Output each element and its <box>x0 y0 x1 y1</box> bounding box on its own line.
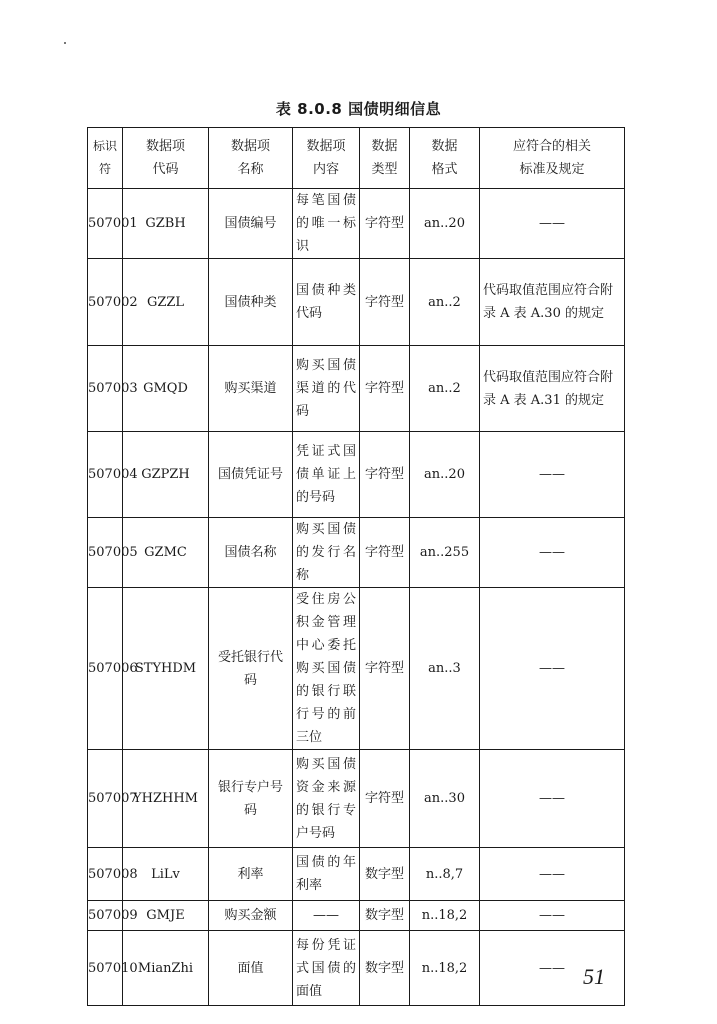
scan-speck <box>64 42 66 44</box>
type-cell: 字符型 <box>360 588 410 750</box>
identifier-cell: 507007 <box>88 750 123 848</box>
header-data-type: 数据 类型 <box>360 128 410 189</box>
identifier-cell: 507005 <box>88 518 123 588</box>
header-item-code: 数据项 代码 <box>123 128 209 189</box>
table-row <box>88 901 625 931</box>
page-number: 51 <box>583 964 605 989</box>
type-cell: 数字型 <box>360 931 410 1006</box>
identifier-cell: 507002 <box>88 259 123 346</box>
content-cell: 每份凭证式国债的面值 <box>293 931 360 1006</box>
name-cell: 购买渠道 <box>209 346 293 432</box>
content-cell: 购买国债的发行名称 <box>293 518 360 588</box>
name-cell: 银行专户号码 <box>209 750 293 848</box>
table-row <box>88 518 625 588</box>
code-cell: MianZhi <box>123 931 209 1006</box>
standard-cell: —— <box>480 432 625 518</box>
code-cell: YHZHHM <box>123 750 209 848</box>
name-cell: 购买金额 <box>209 901 293 931</box>
header-data-format: 数据 格式 <box>410 128 480 189</box>
standard-cell: —— <box>480 931 625 1006</box>
table-row <box>88 848 625 901</box>
identifier-cell: 507009 <box>88 901 123 931</box>
standard-cell: —— <box>480 901 625 931</box>
code-cell: STYHDM <box>123 588 209 750</box>
code-cell: GZMC <box>123 518 209 588</box>
format-cell: n..8,7 <box>410 848 480 901</box>
name-cell: 国债凭证号 <box>209 432 293 518</box>
header-row <box>88 128 625 189</box>
code-cell: GZZL <box>123 259 209 346</box>
standard-cell: —— <box>480 189 625 259</box>
header-item-content: 数据项 内容 <box>293 128 360 189</box>
table-row <box>88 588 625 750</box>
table-row <box>88 432 625 518</box>
name-cell: 面值 <box>209 931 293 1006</box>
format-cell: an..30 <box>410 750 480 848</box>
spec-table <box>87 127 625 1006</box>
format-cell: an..20 <box>410 432 480 518</box>
code-cell: GMJE <box>123 901 209 931</box>
content-cell: 每笔国债的唯一标识 <box>293 189 360 259</box>
standard-cell: —— <box>480 588 625 750</box>
name-cell: 利率 <box>209 848 293 901</box>
standard-cell: —— <box>480 750 625 848</box>
type-cell: 字符型 <box>360 189 410 259</box>
table-row <box>88 750 625 848</box>
standard-cell: —— <box>480 848 625 901</box>
table-row <box>88 931 625 1006</box>
content-cell: 受住房公积金管理中心委托购买国债的银行联行号的前三位 <box>293 588 360 750</box>
type-cell: 字符型 <box>360 432 410 518</box>
content-cell: 国债种类代码 <box>293 259 360 346</box>
identifier-cell: 507001 <box>88 189 123 259</box>
format-cell: an..255 <box>410 518 480 588</box>
identifier-cell: 507004 <box>88 432 123 518</box>
table-row <box>88 189 625 259</box>
identifier-cell: 507008 <box>88 848 123 901</box>
table-caption: 表 8.0.8 国债明细信息 <box>275 100 442 118</box>
code-cell: GMQD <box>123 346 209 432</box>
format-cell: an..20 <box>410 189 480 259</box>
header-standards: 应符合的相关 标准及规定 <box>480 128 625 189</box>
table-row <box>88 346 625 432</box>
content-cell: —— <box>293 901 360 931</box>
code-cell: LiLv <box>123 848 209 901</box>
type-cell: 字符型 <box>360 346 410 432</box>
format-cell: an..2 <box>410 346 480 432</box>
content-cell: 国债的年利率 <box>293 848 360 901</box>
name-cell: 国债编号 <box>209 189 293 259</box>
type-cell: 数字型 <box>360 848 410 901</box>
format-cell: an..3 <box>410 588 480 750</box>
header-identifier: 标识符 <box>88 128 123 189</box>
content-cell: 凭证式国债单证上的号码 <box>293 432 360 518</box>
name-cell: 国债种类 <box>209 259 293 346</box>
code-cell: GZBH <box>123 189 209 259</box>
standard-cell: 代码取值范围应符合附录 A 表 A.31 的规定 <box>480 346 625 432</box>
format-cell: an..2 <box>410 259 480 346</box>
content-cell: 购买国债渠道的代码 <box>293 346 360 432</box>
format-cell: n..18,2 <box>410 901 480 931</box>
identifier-cell: 507010 <box>88 931 123 1006</box>
format-cell: n..18,2 <box>410 931 480 1006</box>
type-cell: 数字型 <box>360 901 410 931</box>
type-cell: 字符型 <box>360 259 410 346</box>
standard-cell: —— <box>480 518 625 588</box>
type-cell: 字符型 <box>360 750 410 848</box>
identifier-cell: 507003 <box>88 346 123 432</box>
header-item-name: 数据项 名称 <box>209 128 293 189</box>
table-row <box>88 259 625 346</box>
type-cell: 字符型 <box>360 518 410 588</box>
code-cell: GZPZH <box>123 432 209 518</box>
content-cell: 购买国债资金来源的银行专户号码 <box>293 750 360 848</box>
identifier-cell: 507006 <box>88 588 123 750</box>
table-header <box>88 128 625 189</box>
name-cell: 受托银行代码 <box>209 588 293 750</box>
name-cell: 国债名称 <box>209 518 293 588</box>
standard-cell: 代码取值范围应符合附录 A 表 A.30 的规定 <box>480 259 625 346</box>
